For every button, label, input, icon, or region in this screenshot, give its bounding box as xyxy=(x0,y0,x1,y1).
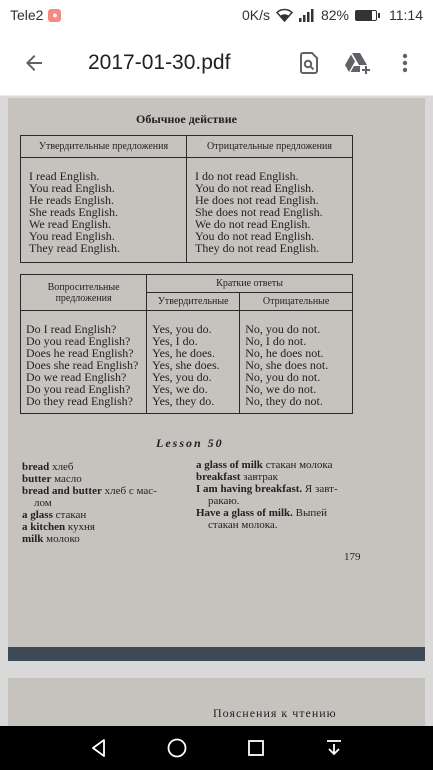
vocab-item xyxy=(22,509,207,521)
vocab-english: bread and butter xyxy=(22,485,102,497)
nav-back-icon xyxy=(89,738,109,758)
affirmative-header: Утвердительные предложения xyxy=(21,136,187,158)
vocab-russian: стакан молока xyxy=(265,459,333,471)
more-vert-icon xyxy=(393,51,417,75)
vocab-russian: хлеб xyxy=(52,461,74,473)
vocab-russian: Я завт- xyxy=(304,483,338,495)
lesson-title: Lesson 50 xyxy=(156,436,224,450)
vocabulary-list-left xyxy=(22,461,207,545)
no-header: Отрицательные xyxy=(240,293,353,311)
vocab-item xyxy=(22,485,207,497)
next-page-title: Пояснения к чтению xyxy=(213,706,337,720)
vocab-english: breakfast xyxy=(196,471,241,483)
arrow-back-icon xyxy=(22,51,46,75)
battery-level xyxy=(356,11,372,20)
nav-back-button[interactable] xyxy=(79,728,119,768)
vocab-item xyxy=(22,533,207,545)
pdf-page-next xyxy=(8,678,425,726)
nav-download-button[interactable] xyxy=(314,728,354,768)
table-line: You read English. xyxy=(29,229,115,243)
wifi-icon xyxy=(276,8,293,22)
questions-table xyxy=(20,274,353,414)
page-number: 179 xyxy=(344,551,361,563)
table-line: They do not read English. xyxy=(195,241,320,255)
short-answers-header: Краткие ответы xyxy=(147,275,353,293)
battery-icon xyxy=(355,10,377,21)
more-options-button[interactable] xyxy=(381,39,429,87)
vocab-item xyxy=(196,519,421,531)
vocab-english: butter xyxy=(22,473,52,485)
nav-recents-icon xyxy=(247,739,265,757)
table-line: No, you do not. xyxy=(245,322,321,336)
status-bar xyxy=(0,0,433,30)
vocab-item xyxy=(196,483,421,495)
search-document-icon xyxy=(297,51,321,75)
table-line: Do you read English? xyxy=(26,334,131,348)
network-speed: 0K/s xyxy=(241,7,270,23)
vocab-item xyxy=(22,521,207,533)
vocab-english: a glass xyxy=(22,509,53,521)
table-line: I read English. xyxy=(29,169,100,183)
carrier-name: Tele2 xyxy=(10,7,44,23)
questions-column xyxy=(21,311,147,414)
questions-header: Вопросительные предложения xyxy=(21,275,147,311)
signal-icon xyxy=(299,9,315,22)
negative-column xyxy=(187,158,353,263)
table-line: She does not read English. xyxy=(195,205,323,219)
table-line: She reads English. xyxy=(29,205,118,219)
document-title: 2017-01-30.pdf xyxy=(88,50,231,74)
table-line: No, he does not. xyxy=(245,346,324,360)
notification-icon: ● xyxy=(48,9,61,22)
table-line: He does not read English. xyxy=(195,193,319,207)
table-line: You do not read English. xyxy=(195,229,315,243)
table-line: We do not read English. xyxy=(195,217,311,231)
nav-home-button[interactable] xyxy=(157,728,197,768)
affirmative-column xyxy=(21,158,187,263)
section-title: Обычное действие xyxy=(136,112,237,126)
vocab-russian: Выпей xyxy=(295,507,328,519)
table-line: Yes, you do. xyxy=(152,370,212,384)
find-in-document-button[interactable] xyxy=(285,39,333,87)
table-line: Do they read English? xyxy=(26,394,133,408)
table-line: Does he read English? xyxy=(26,346,134,360)
vocab-english: Have a glass of milk. xyxy=(196,507,293,519)
table-line: Does she read English? xyxy=(26,358,139,372)
clock: 11:14 xyxy=(389,7,423,23)
table-line: Yes, I do. xyxy=(152,334,198,348)
table-line: Do I read English? xyxy=(26,322,117,336)
nav-download-icon xyxy=(324,738,344,758)
table-line: No, she does not. xyxy=(245,358,329,372)
back-button[interactable] xyxy=(10,39,58,87)
pdf-page xyxy=(8,98,425,661)
yes-header: Утвердительные xyxy=(147,293,240,311)
vocab-item xyxy=(22,461,207,473)
vocab-item xyxy=(196,507,421,519)
system-nav-bar xyxy=(0,726,433,770)
status-right xyxy=(242,7,423,23)
vocab-english: milk xyxy=(22,533,44,545)
table-line: No, you do not. xyxy=(245,370,321,384)
vocab-item xyxy=(22,473,207,485)
vocab-russian: хлеб с мас- xyxy=(104,485,157,497)
table-line: We read English. xyxy=(29,217,112,231)
nav-home-icon xyxy=(166,737,188,759)
table-line: They read English. xyxy=(29,241,120,255)
drive-add-icon xyxy=(344,51,370,75)
nav-recents-button[interactable] xyxy=(236,728,276,768)
table-line: Do we read English? xyxy=(26,370,127,384)
vocab-english: a kitchen xyxy=(22,521,66,533)
status-left xyxy=(10,7,61,23)
vocab-russian: стакан молока. xyxy=(208,519,278,531)
table-line: Yes, you do. xyxy=(152,322,212,336)
table-line: No, I do not. xyxy=(245,334,307,348)
pdf-viewer[interactable] xyxy=(0,96,433,726)
vocab-item xyxy=(196,471,421,483)
table-line: He reads English. xyxy=(29,193,114,207)
table-line: No, we do not. xyxy=(245,382,317,396)
no-column xyxy=(240,311,353,414)
table-line: You do not read English. xyxy=(195,181,315,195)
add-to-drive-button[interactable] xyxy=(333,39,381,87)
vocab-item xyxy=(196,459,421,471)
yes-column xyxy=(147,311,240,414)
vocab-russian: кухня xyxy=(67,521,95,533)
negative-header: Отрицательные предложения xyxy=(187,136,353,158)
vocab-english: a glass of milk xyxy=(196,459,263,471)
table-line: Yes, we do. xyxy=(152,382,208,396)
table-line: Do you read English? xyxy=(26,382,131,396)
table-line: I do not read English. xyxy=(195,169,299,183)
vocabulary-list-right xyxy=(196,459,421,531)
table-line: No, they do not. xyxy=(245,394,323,408)
vocab-russian: молоко xyxy=(46,533,80,545)
table-line: Yes, they do. xyxy=(152,394,215,408)
statements-table xyxy=(20,135,353,263)
page-scan-edge xyxy=(8,647,425,661)
table-line: You read English. xyxy=(29,181,115,195)
table-line: Yes, he does. xyxy=(152,346,215,360)
vocab-item xyxy=(22,497,207,509)
vocab-russian: завтрак xyxy=(243,471,278,483)
vocab-russian: ракаю. xyxy=(208,495,240,507)
vocab-english: I am having breakfast. xyxy=(196,483,303,495)
table-line: Yes, she does. xyxy=(152,358,220,372)
vocab-russian: стакан xyxy=(55,509,87,521)
vocab-english: bread xyxy=(22,461,50,473)
vocab-item xyxy=(196,495,421,507)
vocab-russian: масло xyxy=(54,473,82,485)
app-bar xyxy=(0,30,433,96)
battery-percent: 82% xyxy=(320,7,349,23)
vocab-russian: лом xyxy=(34,497,52,509)
